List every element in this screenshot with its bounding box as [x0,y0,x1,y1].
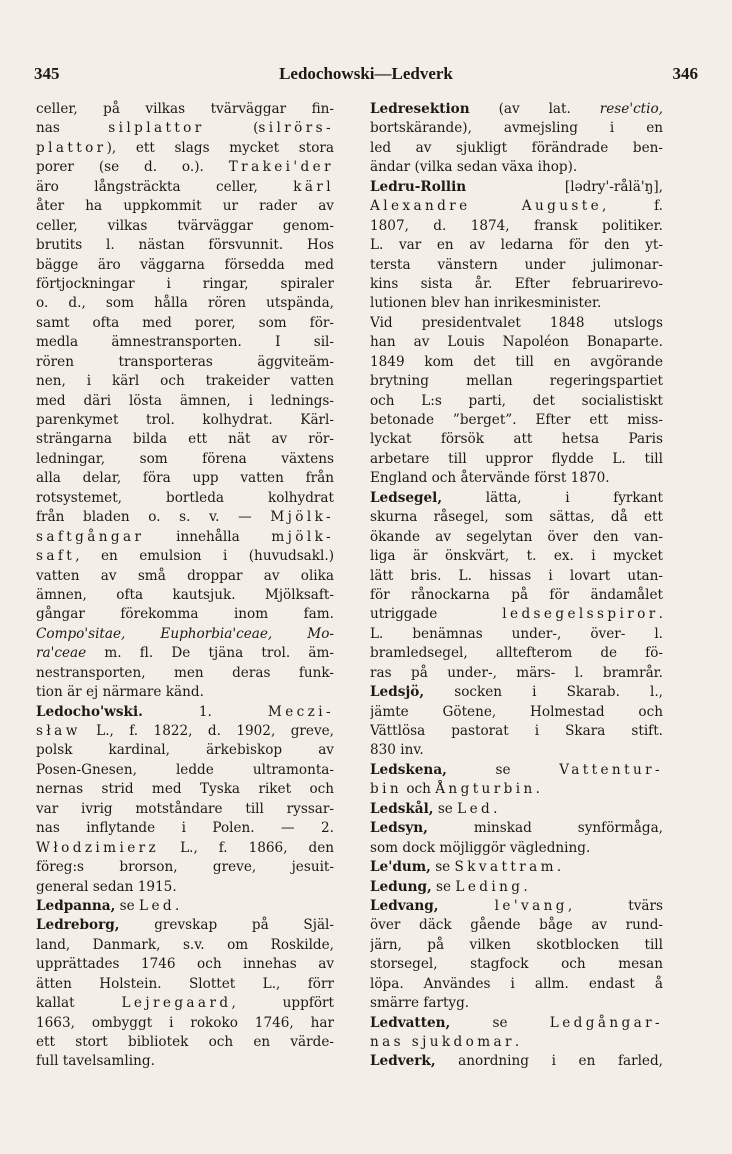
text-line [370,314,663,333]
text-line [36,897,334,916]
text-run: rotsystemet, bortleda kolhydrat [36,489,334,506]
text-run: . [556,859,562,876]
text-run: celler, vilkas tvärväggar genom- [36,217,334,234]
text-line [370,819,663,838]
text-run: strängarna bilda ett nät av rör- [36,431,334,448]
text-line [370,236,663,255]
text-run: grevskap på Själ- [119,917,334,934]
text-line [36,858,334,877]
text-line [370,839,663,858]
entry-headword: Ledung, [370,878,432,895]
text-line [370,372,663,391]
italic-term: Compo'sitae, Euphorbia'ceae, Mo- [36,625,334,642]
text-line [36,119,334,138]
spaced-term: nas sjukdomar [370,1034,515,1050]
text-line [370,353,663,372]
text-run: brutits l. nästan försvunnit. Hos [36,237,334,254]
text-line [36,800,334,819]
text-run: 830 inv. [370,742,424,759]
spaced-term: bin [370,781,403,798]
text-line [370,217,663,236]
entry-headword: Ledvang, [370,897,439,914]
text-run: socken i Skarab. l., [424,684,663,701]
text-run: ätten Holstein. Slottet L., förr [36,975,334,992]
left-column [36,100,334,1090]
spaced-term: Lejregaard [121,995,232,1012]
text-run: var ivrig motståndare till ryssar- [36,800,334,817]
entry-headword: Ledskena, [370,761,447,778]
text-line [36,139,334,158]
italic-term: ra'ceae [36,645,87,662]
text-run: äro långsträckta celler, [36,178,294,195]
text-run: ), ett slags mycket stora [106,139,334,156]
text-line [370,644,663,663]
text-run: lätt bris. L. hissas i lovart utan- [370,567,663,584]
spaced-term: mjölk- [271,528,334,545]
spaced-term: sław [36,723,81,739]
text-run: bramledsegel, alltefterom de fö- [370,645,663,662]
text-line [36,178,334,197]
text-run: vatten av små droppar av olika [36,567,334,584]
text-run: samt ofta med porer, som för- [36,314,334,331]
entry-headword: Ledskål, [370,800,434,817]
text-run: , f. [602,198,663,215]
text-run: led av sjukligt förändrade ben- [370,139,663,156]
text-run: full tavelsamling. [36,1053,155,1070]
text-line [370,100,663,119]
text-run: liga är önskvärt, t. ex. i mycket [370,548,663,565]
text-line [370,703,663,722]
text-run: se [431,878,456,895]
text-line [370,994,663,1013]
text-run: 1. [142,703,268,720]
text-run: jämte Götene, Holmestad och [370,703,663,720]
text-line [36,469,334,488]
spaced-term: Led. [139,897,183,914]
text-line [36,508,334,527]
text-run: alla delar, föra upp vatten från [36,470,334,487]
text-run: L. benämnas under-, över- l. [370,625,663,642]
entry-headword: Ledru-Rollin [370,178,467,195]
spaced-term: Trakei'der [228,159,334,176]
spaced-term: Meczi- [267,703,334,720]
spaced-term: Leding [455,878,524,895]
text-line [370,800,663,819]
spaced-term: Led. [457,800,501,817]
text-line [36,450,334,469]
text-run: L., f. 1866, den [159,839,334,856]
spaced-term: saftgångar [36,528,145,545]
spaced-term: Vattentur- [559,761,663,778]
text-run: kallat [36,995,122,1012]
text-line [36,275,334,294]
text-run: se [446,761,560,778]
entry-headword: Ledreborg, [36,917,120,934]
text-run: ändar (vilka sedan växa ihop). [370,159,578,176]
entry-headword: Ledverk, [370,1053,436,1070]
text-run: lyckat försök att hetsa Paris [370,431,663,448]
text-run: ( [204,120,259,137]
text-run: . [535,781,540,798]
text-run: porer (se d. o.). [36,159,229,176]
text-line [370,567,663,586]
text-run: se [450,1014,550,1031]
entry-headword: Ledsegel, [370,489,443,506]
text-line [370,683,663,702]
text-run: åter ha uppkommit ur rader av [36,198,334,215]
text-line [36,683,334,702]
text-run: han av Louis Napoléon Bonaparte. [370,334,663,351]
text-line [36,975,334,994]
text-line [370,139,663,158]
text-run: utriggade [370,606,503,623]
text-run: bortskärande), avmejsling i en [370,120,663,137]
text-line [370,586,663,605]
text-run: 1663, ombyggt i rokoko 1746, har [36,1014,334,1031]
text-line [36,625,334,644]
text-line [370,761,663,780]
spaced-term: silrörs- [258,120,334,137]
text-run: Vättlösa pastorat i Skara stift. [370,723,663,739]
text-line [370,430,663,449]
text-run: ökande av segelytan över den van- [370,528,663,545]
text-run: parenkymet trol. kolhydrat. Kärl- [36,412,334,428]
text-run: innehålla [144,528,272,545]
spaced-term: silplattor [108,120,205,137]
text-line [36,878,334,897]
text-line [36,392,334,411]
text-line [370,256,663,275]
text-run: minskad synförmåga, [427,820,663,837]
text-run: med däri lösta ämnen, i lednings- [36,392,334,409]
text-run: nas [36,120,109,137]
text-line [370,1033,663,1052]
text-line [36,839,334,858]
text-line [36,1052,334,1071]
text-line [370,197,663,216]
text-run: nas inflytande i Polen. — 2. [36,820,334,837]
text-line [370,275,663,294]
text-run: arbetare till uppror flydde L. till [370,450,663,467]
text-line [36,372,334,391]
text-line [370,1052,663,1071]
text-line [370,955,663,974]
text-run: rören transporteras äggviteäm- [36,353,334,370]
spaced-term: ledsegelsspiror [502,606,659,623]
right-column [370,100,663,1090]
text-run: ämnen, ofta kautsjuk. Mjölksaft- [36,586,334,603]
text-line [36,994,334,1013]
text-line [36,100,334,119]
text-run: tersta vänstern under julimonar- [370,256,663,273]
text-line [370,489,663,508]
text-run: L. var en av ledarna för den yt- [370,237,663,254]
text-run: 1807, d. 1874, fransk politiker. [370,217,663,234]
text-line [370,722,663,741]
page-number-right: 346 [672,64,698,83]
text-run: nen, i kärl och trakeider vatten [36,373,334,390]
text-run: [lədry'-rålä'ŋ], [466,178,663,195]
text-run: land, Danmark, s.v. om Roskilde, [36,936,334,953]
text-line [36,955,334,974]
text-line [36,586,334,605]
entry-headword: Ledpanna, [36,897,116,914]
text-line [370,411,663,430]
text-run: nernas strid med Tyska riket och [36,781,334,798]
text-run [439,898,495,914]
text-line [370,975,663,994]
text-line [36,217,334,236]
text-line [370,508,663,527]
text-line [36,294,334,313]
text-run: tion är ej närmare känd. [36,684,204,701]
text-run: L., f. 1822, d. 1902, greve, [80,723,334,739]
text-run: Vid presidentvalet 1848 utslogs [370,314,663,331]
text-run: från bladen o. s. v. — [36,509,271,526]
spaced-term: kärl [293,178,334,195]
text-run: bägge äro väggarna försedda med [36,256,334,273]
text-run: . [514,1034,520,1050]
text-line [36,489,334,508]
text-line [370,178,663,197]
spaced-term: le'vang [494,897,568,914]
text-line [36,644,334,663]
text-run: celler, på vilkas tvärväggar fin- [36,101,334,117]
text-line [370,294,663,313]
text-run: och L:s parti, det socialistiskt [370,392,663,409]
text-line [36,1033,334,1052]
spaced-term: Skvattram [454,859,557,876]
text-run: se [115,897,140,914]
running-header [34,64,698,86]
text-line [36,819,334,838]
spaced-term: Ångturbin [435,781,536,798]
text-line [370,625,663,644]
text-run: . [658,606,663,623]
entry-headword: Ledresektion [370,101,470,117]
text-line [36,605,334,624]
text-run: medla ämnestransporten. I sil- [36,334,334,351]
entry-headword: Ledvatten, [370,1014,451,1031]
text-line [36,236,334,255]
text-line [370,897,663,916]
entry-headword: Ledsyn, [370,820,428,837]
text-line [36,314,334,333]
text-line [36,567,334,586]
text-run: förtjockningar i ringar, spiraler [36,275,334,292]
text-line [36,430,334,449]
text-line [36,333,334,352]
text-line [36,1014,334,1033]
spaced-term: Ledgångar- [549,1014,663,1031]
text-line [370,392,663,411]
entry-headword: Ledocho'wski. [36,703,143,720]
text-run: se [433,800,458,817]
text-line [36,780,334,799]
text-line [36,936,334,955]
text-line [36,722,334,741]
italic-term: rese'ctio, [599,101,663,117]
text-line [36,703,334,722]
spaced-term: saft [36,548,76,565]
text-run: betonade ”berget”. Efter ett miss- [370,412,663,428]
spaced-term: Alexandre Auguste [370,198,603,215]
text-run: lätta, i fyrkant [442,489,663,506]
text-run: . [523,878,528,895]
text-run: brytning mellan regeringspartiet [370,373,663,390]
page-number-left: 345 [34,64,60,83]
text-line [36,547,334,566]
spaced-term: Włodzimierz [36,839,160,856]
text-run: , en emulsion i (huvudsakl.) [75,548,334,565]
text-run: för rånockarna på för ändamålet [370,586,663,603]
header-title: Ledochowski—Ledverk [279,64,453,83]
text-run: över däck gående båge av rund- [370,917,663,934]
text-line [36,528,334,547]
text-run: m. fl. De tjäna trol. äm- [86,645,334,662]
text-run: ett stort bibliotek och en värde- [36,1034,334,1050]
text-line [36,256,334,275]
text-line [370,333,663,352]
text-line [36,916,334,935]
entry-headword: Le'dum, [370,859,431,876]
text-run: ledningar, som förena växtens [36,450,334,467]
text-run: föreg:s brorson, greve, jesuit- [36,859,334,876]
text-run: upprättades 1746 och innehas av [36,956,334,973]
text-line [370,528,663,547]
text-line [36,353,334,372]
text-line [370,780,663,799]
text-line [370,858,663,877]
text-line [36,664,334,683]
text-line [36,761,334,780]
text-line [370,878,663,897]
text-run: , tvärs [567,897,663,914]
text-line [370,547,663,566]
text-line [36,411,334,430]
text-run: , uppfört [231,995,334,1012]
text-run: se [430,859,455,876]
text-line [370,741,663,760]
text-run: Posen-Gnesen, ledde ultramonta- [36,761,334,778]
text-run: kins sista år. Efter februarirevo- [370,275,663,292]
spaced-term: plattor [36,139,107,156]
text-run: general sedan 1915. [36,878,177,895]
text-run: ras på under-, märs- l. bramrår. [370,664,663,681]
text-run: nestransporten, men deras funk- [36,664,334,681]
text-run: lutionen blev han inrikesminister. [370,295,602,312]
text-line [370,936,663,955]
text-run: järn, på vilken skotblocken till [370,936,663,953]
text-run: 1849 kom det till en avgörande [370,353,663,370]
text-run: och [402,781,436,798]
text-run: England och återvände först 1870. [370,470,610,487]
text-line [370,450,663,469]
text-line [370,469,663,488]
text-run: löpa. Användes i allm. endast å [370,975,663,992]
text-run: gångar förekomma inom fam. [36,606,334,623]
text-run: som dock möjliggör vägledning. [370,839,591,856]
text-run: o. d., som hålla rören utspända, [36,295,334,312]
text-line [370,1014,663,1033]
text-line [370,119,663,138]
text-run: (av lat. [469,101,600,117]
text-line [36,158,334,177]
entry-headword: Ledsjö, [370,684,425,701]
text-run: storsegel, stagfock och mesan [370,956,663,973]
text-line [370,158,663,177]
text-run: anordning i en farled, [435,1053,663,1070]
text-line [370,605,663,624]
text-line [370,664,663,683]
text-line [36,197,334,216]
text-run: skurna råsegel, som sättas, då ett [370,509,663,526]
text-run: polsk kardinal, ärkebiskop av [36,742,334,759]
text-run: smärre fartyg. [370,995,470,1012]
text-line [370,916,663,935]
spaced-term: Mjölk- [270,509,334,526]
text-line [36,741,334,760]
